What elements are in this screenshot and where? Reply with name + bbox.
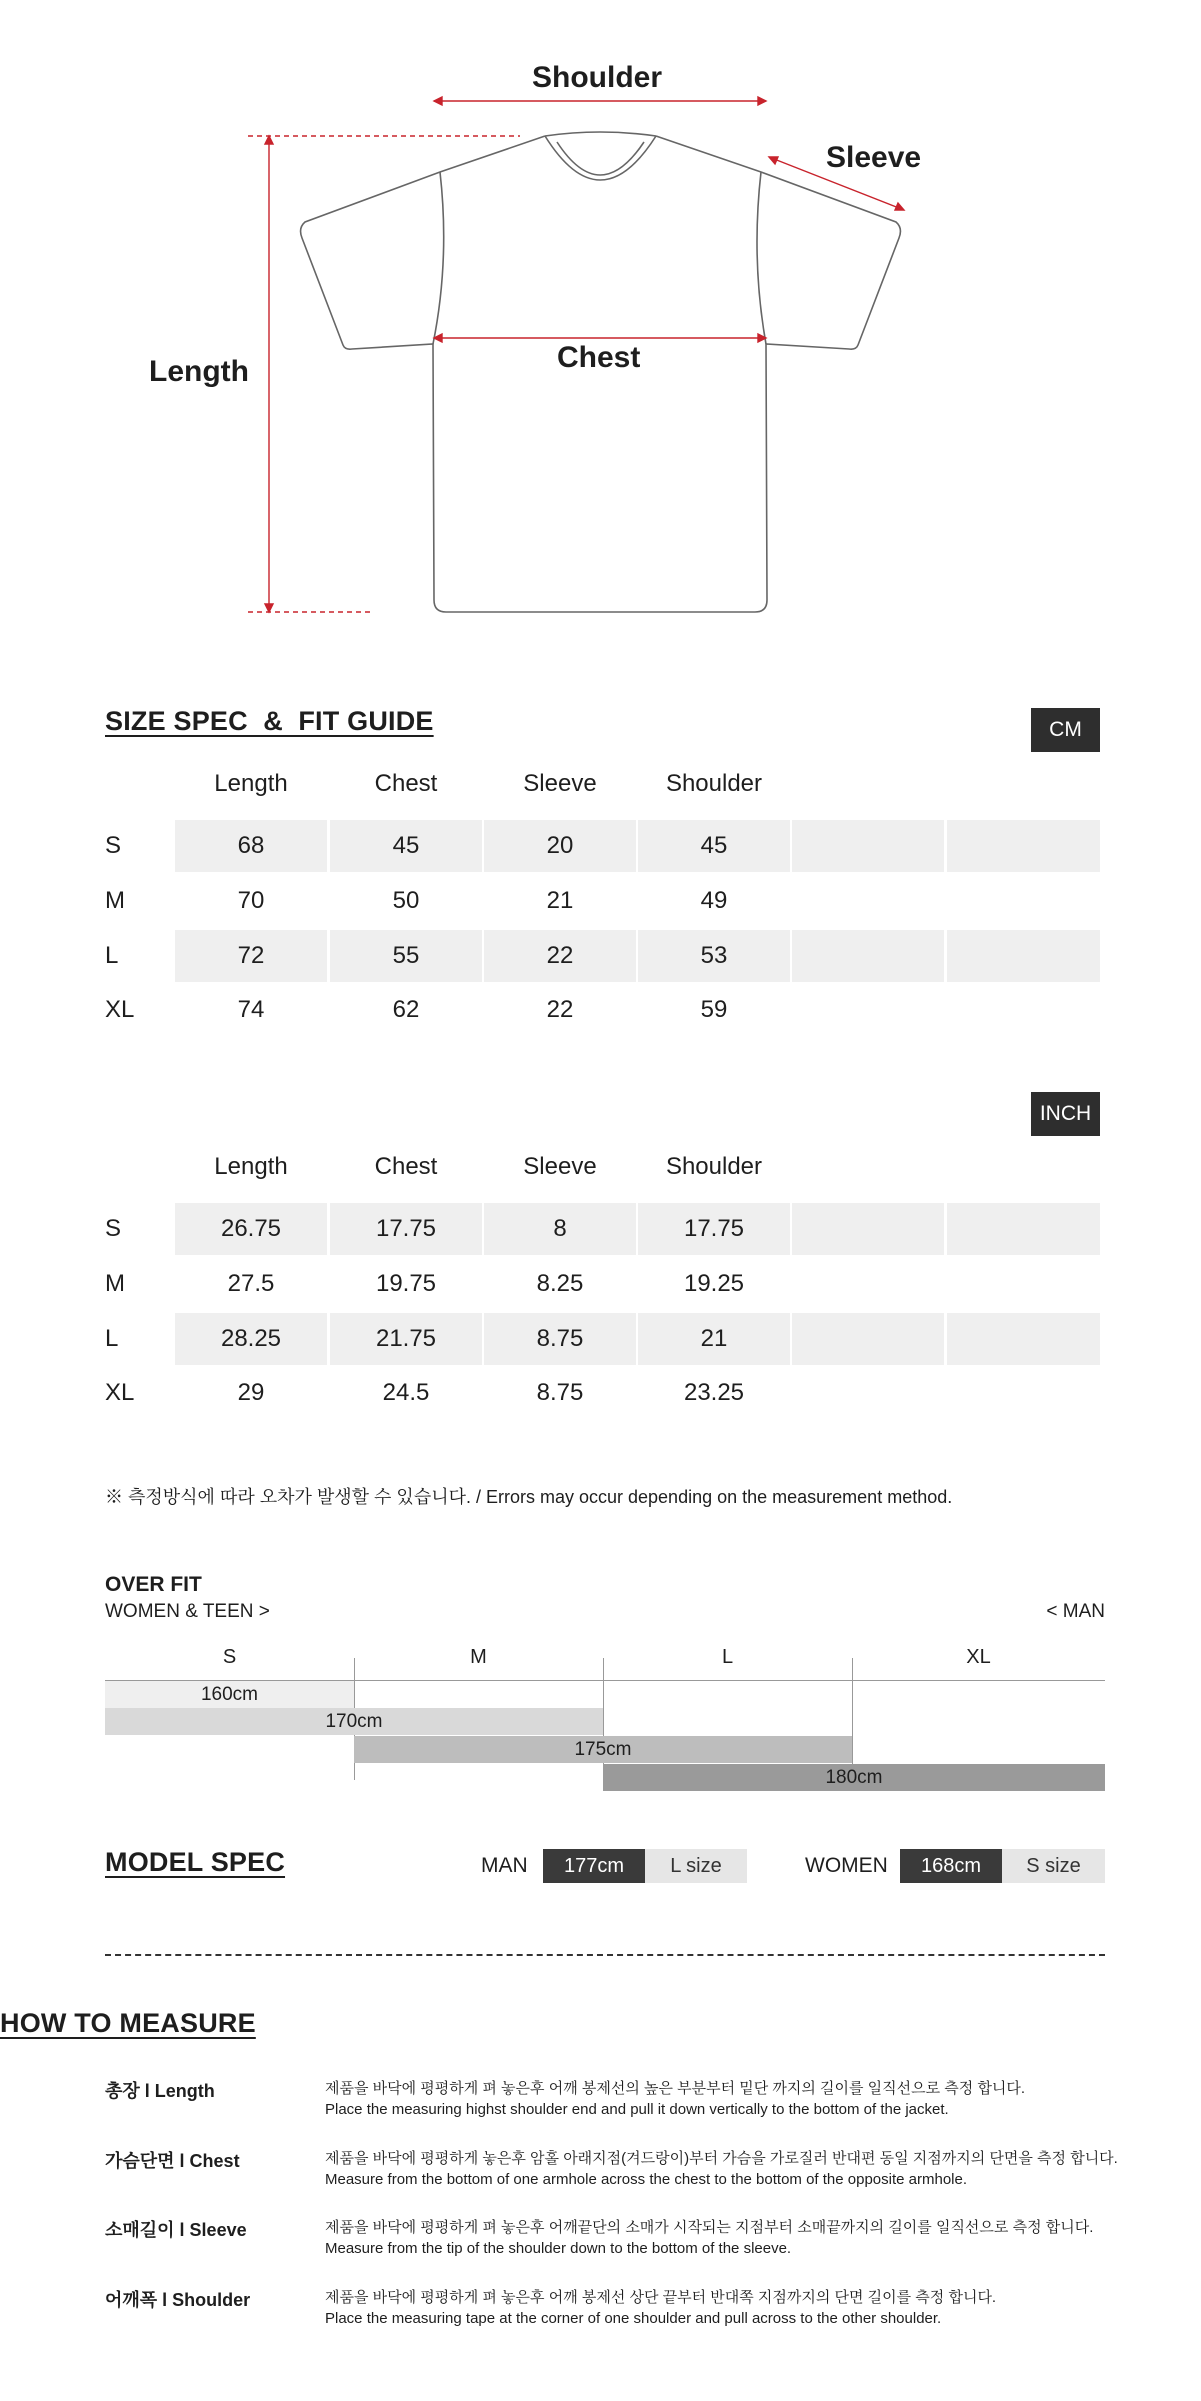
cell: 49 (700, 887, 728, 914)
cell: 55 (330, 930, 482, 982)
size-table-inch (105, 1153, 1105, 1423)
cell: 8 (484, 1203, 636, 1255)
sleeve-label: Sleeve (826, 141, 922, 174)
size-spec-title: SIZE SPEC & FIT GUIDE (105, 706, 434, 736)
cell: 23.25 (683, 1379, 745, 1406)
measure-desc-en: Place the measuring highst shoulder end and pull it down vertically to the bottom of the jacket. (325, 2101, 949, 2118)
cell: 62 (392, 996, 420, 1023)
measurement-note: ※ 측정방식에 따라 오차가 발생할 수 있습니다. / Errors may occur depending on the measurement method. (105, 1487, 953, 1507)
table-row (105, 820, 1105, 872)
model-women-size: S size (1002, 1849, 1105, 1883)
fit-bar-160: 160cm (105, 1681, 354, 1708)
unit-badge-inch: INCH (1031, 1092, 1100, 1136)
tshirt-diagram (0, 0, 1201, 640)
measure-desc-ko: 제품을 바닥에 평평하게 펴 놓은후 어깨 봉제선의 높은 부분부터 밑단 까지의 길이를 일직선으로 측정 합니다. (325, 2080, 1026, 2097)
cell: 70 (237, 887, 265, 914)
fit-divider (852, 1658, 853, 1780)
model-man-height: 177cm (543, 1849, 645, 1883)
measure-desc-en: Place the measuring tape at the corner of one shoulder and pull across to the other shoulder. (325, 2310, 942, 2327)
cell: 59 (700, 996, 728, 1023)
measure-name: 어깨폭 l Shoulder (105, 2290, 251, 2310)
how-to-measure-title: HOW TO MEASURE (0, 2008, 256, 2038)
measure-desc-ko: 제품을 바닥에 평평하게 펴 놓은후 어깨끝단의 소매가 시작되는 지점부터 소매끝까지의 길이를 일직선으로 측정 합니다. (325, 2219, 1094, 2236)
section-divider (105, 1954, 1105, 1956)
cell: 8.75 (484, 1313, 636, 1365)
cell: 21 (638, 1313, 790, 1365)
cell: 27.5 (227, 1270, 275, 1297)
cell: 21.75 (330, 1313, 482, 1365)
cell: 19.25 (683, 1270, 745, 1297)
table-row (105, 1203, 1105, 1255)
cell: 50 (392, 887, 420, 914)
measure-name: 총장 l Length (105, 2081, 215, 2101)
empty-cell (947, 820, 1100, 872)
length-label: Length (149, 355, 249, 388)
cell: 22 (546, 996, 574, 1023)
empty-cell (792, 1203, 944, 1255)
model-women-height: 168cm (900, 1849, 1002, 1883)
cell: 45 (638, 820, 790, 872)
cell: 28.25 (175, 1313, 327, 1365)
cell: 17.75 (638, 1203, 790, 1255)
fit-bar-180: 180cm (603, 1764, 1105, 1791)
measure-desc-en: Measure from the bottom of one armhole across the chest to the bottom of the opposite armhole. (325, 2171, 968, 2188)
cell: 45 (330, 820, 482, 872)
cell: 8.25 (536, 1270, 584, 1297)
table-row (105, 1367, 1105, 1419)
table-row (105, 984, 1105, 1036)
model-man-label: MAN (481, 1854, 528, 1877)
cell: 17.75 (330, 1203, 482, 1255)
empty-cell (947, 1313, 1100, 1365)
empty-cell (947, 930, 1100, 982)
model-spec-title: MODEL SPEC (105, 1847, 286, 1877)
unit-badge-cm: CM (1031, 708, 1100, 752)
table-row (105, 875, 1105, 927)
tshirt-illustration (0, 0, 1201, 640)
cell: 21 (546, 887, 574, 914)
header-length: Length (214, 1153, 288, 1180)
fit-chart (105, 1640, 1105, 1788)
row-size: M (105, 887, 125, 914)
fit-size-s: S (222, 1646, 237, 1668)
man-label: < MAN (1046, 1601, 1105, 1622)
measure-desc-en: Measure from the tip of the shoulder down to the bottom of the sleeve. (325, 2240, 792, 2257)
table-row (105, 1313, 1105, 1365)
table-row (105, 930, 1105, 982)
empty-cell (792, 930, 944, 982)
size-table-cm (105, 770, 1105, 1040)
header-shoulder: Shoulder (665, 1153, 763, 1180)
cell: 24.5 (382, 1379, 430, 1406)
women-teen-label: WOMEN & TEEN > (105, 1601, 270, 1622)
fit-bar-170: 170cm (105, 1708, 603, 1735)
row-size: S (105, 1215, 122, 1242)
shoulder-label: Shoulder (532, 61, 663, 94)
measure-name: 소매길이 l Sleeve (105, 2220, 247, 2240)
cell: 22 (484, 930, 636, 982)
measure-desc-ko: 제품을 바닥에 평평하게 펴 놓은후 어깨 봉제선 상단 끝부터 반대쪽 지점까지의 단면 길이를 측정 합니다. (325, 2289, 997, 2306)
cell: 29 (237, 1379, 265, 1406)
row-size: S (105, 832, 122, 859)
header-shoulder: Shoulder (665, 770, 763, 797)
row-size: M (105, 1270, 125, 1297)
cell: 26.75 (175, 1203, 327, 1255)
fit-size-xl: XL (966, 1646, 991, 1668)
cell: 20 (484, 820, 636, 872)
fit-size-l: L (721, 1646, 734, 1668)
row-size: L (105, 1325, 119, 1352)
table-header (105, 1153, 1105, 1189)
cell: 8.75 (536, 1379, 584, 1406)
fit-bar-175: 175cm (354, 1736, 852, 1763)
cell: 74 (237, 996, 265, 1023)
row-size: L (105, 942, 119, 969)
empty-cell (792, 1313, 944, 1365)
header-chest: Chest (374, 1153, 438, 1180)
header-sleeve: Sleeve (523, 1153, 597, 1180)
measure-desc-ko: 제품을 바닥에 평평하게 놓은후 암홀 아래지점(겨드랑이)부터 가슴을 가로질러 반대편 동일 지점까지의 단면을 측정 합니다. (325, 2150, 1118, 2167)
header-chest: Chest (374, 770, 438, 797)
cell: 53 (638, 930, 790, 982)
cell: 72 (175, 930, 327, 982)
header-sleeve: Sleeve (523, 770, 597, 797)
model-women-label: WOMEN (805, 1854, 888, 1877)
over-fit-title: OVER FIT (105, 1573, 202, 1596)
measure-name: 가슴단면 l Chest (105, 2151, 240, 2171)
cell: 19.75 (375, 1270, 437, 1297)
row-size: XL (105, 1379, 135, 1406)
row-size: XL (105, 996, 135, 1023)
table-header (105, 770, 1105, 806)
model-man-size: L size (645, 1849, 747, 1883)
table-row (105, 1258, 1105, 1310)
fit-size-m: M (470, 1646, 487, 1668)
cell: 68 (175, 820, 327, 872)
header-length: Length (214, 770, 288, 797)
empty-cell (792, 820, 944, 872)
chest-label: Chest (557, 341, 641, 374)
empty-cell (947, 1203, 1100, 1255)
